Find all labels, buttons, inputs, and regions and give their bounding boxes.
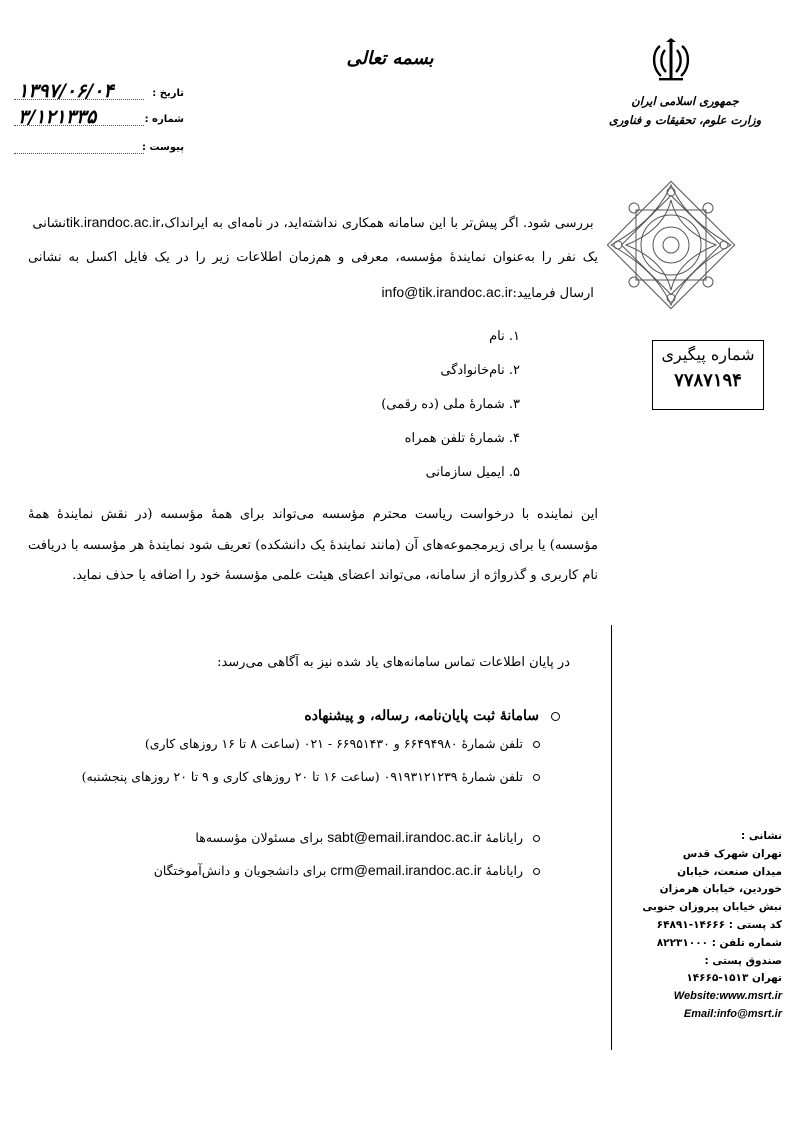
contact-item-prefix: رایانامهٔ (481, 830, 523, 845)
attachment-label: پیوست : (141, 142, 184, 153)
tracking-number-box (652, 340, 764, 410)
circle-bullet-icon (533, 774, 540, 781)
decorative-ornament-icon (606, 180, 736, 310)
address-line: میدان صنعت، خیابان (677, 865, 782, 878)
website-link[interactable]: Website:www.msrt.ir (673, 990, 782, 1003)
address-line: تهران شهرک قدس (682, 847, 782, 860)
ministry-name (600, 92, 770, 130)
address-line: کد پستی : ۱۴۶۶۶-۶۴۸۹۱ (656, 918, 782, 931)
contact-item-prefix: رایانامهٔ (481, 863, 523, 878)
contact-item-suffix: برای دانشجویان و دانش‌آموختگان (153, 863, 331, 878)
contact-intro-paragraph: در پایان اطلاعات تماس سامانه‌های یاد شده نیز به آگاهی می‌رسد: (217, 655, 570, 670)
representative-paragraph: این نماینده با درخواست ریاست محترم مؤسسه می‌تواند برای همهٔ مؤسسه (در نقش نمایندهٔ همهٔ مؤسسه) یا برای زیرمجموعه‌های آن (مانند نمایندهٔ یک دانشکده) تعریف شود نمایندهٔ هر مؤسسه با دریافت نام کاربری و گذرواژه از سامانه، می‌تواند اعضای هیئت علمی مؤسسهٔ خود را اضافه یا حذف نماید. (28, 507, 598, 583)
address-line: صندوق پستی : (704, 954, 782, 967)
attachment-row (14, 140, 184, 158)
intro-text-c: ارسال فرمایید: (512, 286, 598, 301)
circle-bullet-icon (533, 835, 540, 842)
number-row (14, 106, 184, 130)
address-line: تهران ۱۵۱۳-۱۴۶۶۵ (686, 972, 782, 985)
date-label: تاریخ : (152, 88, 184, 99)
intro-email-link[interactable]: info@tik.irandoc.ac.ir (381, 284, 513, 300)
section-title-text: سامانهٔ ثبت پایان‌نامه، رساله، و پیشنهاده (304, 708, 539, 724)
ministry-line-2: وزارت علوم، تحقیقات و فناوری (608, 113, 762, 127)
intro-paragraph (28, 205, 598, 311)
iran-emblem-icon (648, 38, 694, 84)
crm-email-link[interactable]: crm@email.irandoc.ac.ir (330, 862, 482, 878)
attachment-underline (14, 153, 144, 154)
intro-text-a: نشانی (28, 216, 66, 231)
list-item: ۲. نام‌خانوادگی (440, 363, 520, 378)
contact-item-phone-2 (40, 762, 540, 792)
list-item: ۵. ایمیل سازمانی (425, 465, 520, 480)
contact-item-text: تلفن شمارهٔ ۰۹۱۹۳۱۲۱۲۳۹ (ساعت ۱۶ تا ۲۰ روزهای کاری و ۹ تا ۲۰ روزهای پنجشنبه) (81, 769, 523, 784)
email-link[interactable]: Email:info@msrt.ir (683, 1007, 782, 1020)
required-info-list (200, 320, 520, 490)
date-row (14, 80, 184, 104)
number-value: ۳/۱۲۱۳۳۵ (18, 106, 97, 128)
contact-item-email-crm (40, 857, 540, 884)
contact-item-suffix: برای مسئولان مؤسسه‌ها (195, 830, 328, 845)
address-line: شماره تلفن : ۸۲۲۳۱۰۰۰ (656, 936, 782, 949)
contact-item-email-sabt (100, 824, 540, 851)
ministry-address (612, 828, 782, 1024)
intro-url-link[interactable]: tik.irandoc.ac.ir (66, 214, 161, 230)
tracking-label: شماره پیگیری (661, 345, 755, 364)
list-item: ۱. نام (489, 329, 520, 344)
address-line: نشانی : (741, 830, 782, 842)
sabt-email-link[interactable]: sabt@email.irandoc.ac.ir (327, 829, 482, 845)
circle-bullet-icon (533, 741, 540, 748)
contact-item-text: تلفن شمارهٔ ۶۶۴۹۴۹۸۰ و ۶۶۹۵۱۴۳۰ - ۰۲۱ (ساعت ۸ تا ۱۶ روزهای کاری) (144, 736, 523, 751)
list-item: ۴. شمارهٔ تلفن همراه (404, 431, 520, 446)
list-item: ۳. شمارهٔ ملی (ده رقمی) (381, 397, 520, 412)
address-line: نبش خیابان پیروزان جنوبی (642, 901, 782, 914)
date-value: ۱۳۹۷/۰۶/۰۴ (18, 80, 114, 102)
bismillah-heading: بسمه تعالی (346, 48, 434, 69)
tracking-number: ۷۷۸۷۱۹۴ (674, 370, 742, 391)
section-title (150, 703, 560, 729)
number-label: شماره : (144, 114, 184, 125)
circle-bullet-icon (533, 868, 540, 875)
intro-text-b: بررسی شود. اگر پیش‌تر با این سامانه همکاری نداشته‌اید، در نامه‌ای به ایرانداک، یک نفر را به‌عنوان نمایندهٔ مؤسسه، معرفی و هم‌زمان اطلاعات زیر را در یک فایل اکسل به نشانی (28, 216, 599, 265)
circle-bullet-icon (551, 712, 560, 721)
address-line: خوردین، خیابان هرمزان (659, 883, 782, 896)
ministry-line-1: جمهوری اسلامی ایران (631, 94, 739, 108)
contact-item-phone-1 (40, 731, 540, 757)
